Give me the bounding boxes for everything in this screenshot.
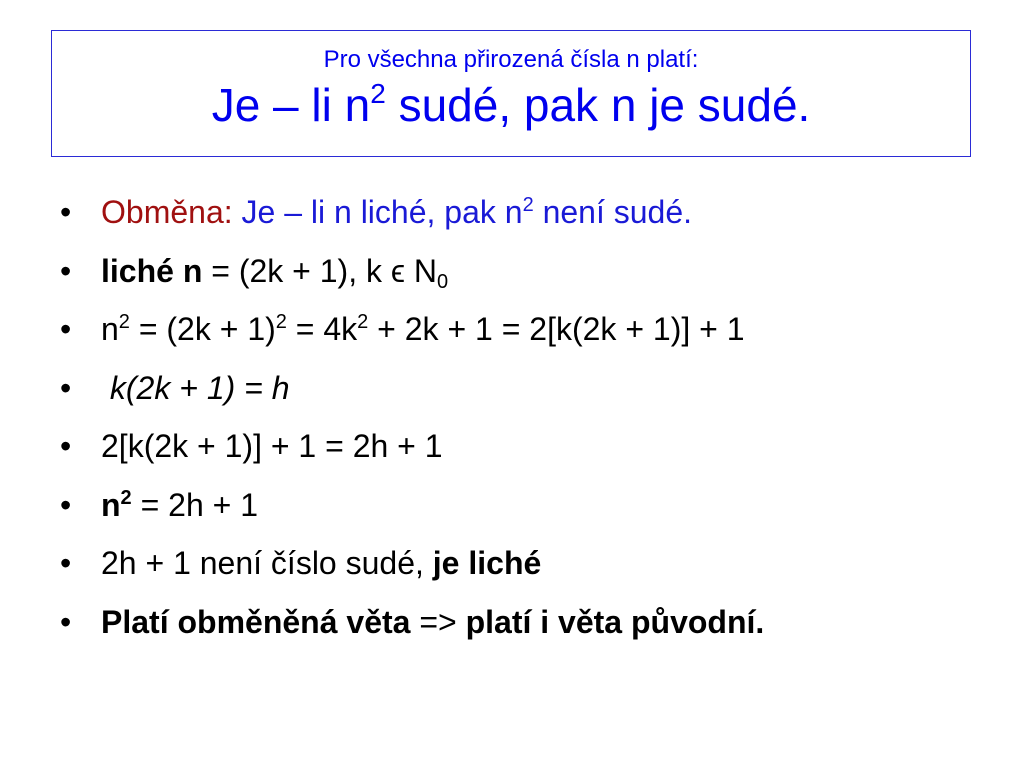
eq-2h-plus-1: 2[k(2k + 1)] + 1 = 2h + 1 [101,428,443,464]
conclusion-part-2: platí i věta původní. [465,603,765,640]
bullet-item-6 [58,476,978,535]
eq-sup-3: 2 [357,311,369,333]
is-odd-text: je liché [432,545,542,581]
conclusion-arrow: => [410,603,466,640]
conclusion-part-1: Platí obměněná věta [101,603,411,640]
bullet-item-1 [58,183,978,242]
eq-part-2: = (2k + 1) [129,311,276,347]
title-part-1: Je – li n [211,79,371,131]
not-even-text: 2h + 1 není číslo sudé, [101,545,433,581]
eq-sup-1: 2 [118,311,130,333]
obmena-superscript: 2 [522,194,534,216]
liche-n-label: liché n [101,252,203,289]
eq-part-4: + 2k + 1 = 2[k(2k + 1)] + 1 [368,311,745,347]
bullet-list [58,183,978,651]
eq-part-1: n [101,311,119,347]
bullet-item-4 [58,359,978,418]
obmena-tail: není sudé. [533,194,693,230]
n-squared-eq: = 2h + 1 [131,486,258,523]
obmena-text: Je – li n liché, pak n [232,194,523,230]
eq-sup-2: 2 [275,311,287,333]
bullet-item-5 [58,417,978,476]
eq-part-3: = 4k [286,311,358,347]
obmena-label: Obměna: [101,194,233,230]
bullet-item-8 [58,593,978,652]
title-part-2: sudé, pak n je sudé. [385,79,811,131]
liche-n-subscript: 0 [437,270,449,293]
h-definition: k(2k + 1) = h [101,369,290,406]
title-superscript: 2 [370,78,386,109]
n-squared: n [101,486,121,523]
bullet-item-3 [58,300,978,359]
bullet-item-7 [58,534,978,593]
bullet-item-2 [58,242,978,301]
slide-subtitle: Pro všechna přirozená čísla n platí: [323,46,699,73]
slide-title [52,77,970,133]
n-squared-sup: 2 [120,486,132,509]
liche-n-text: = (2k + 1), k ϵ N [202,252,438,289]
title-box [51,30,971,157]
